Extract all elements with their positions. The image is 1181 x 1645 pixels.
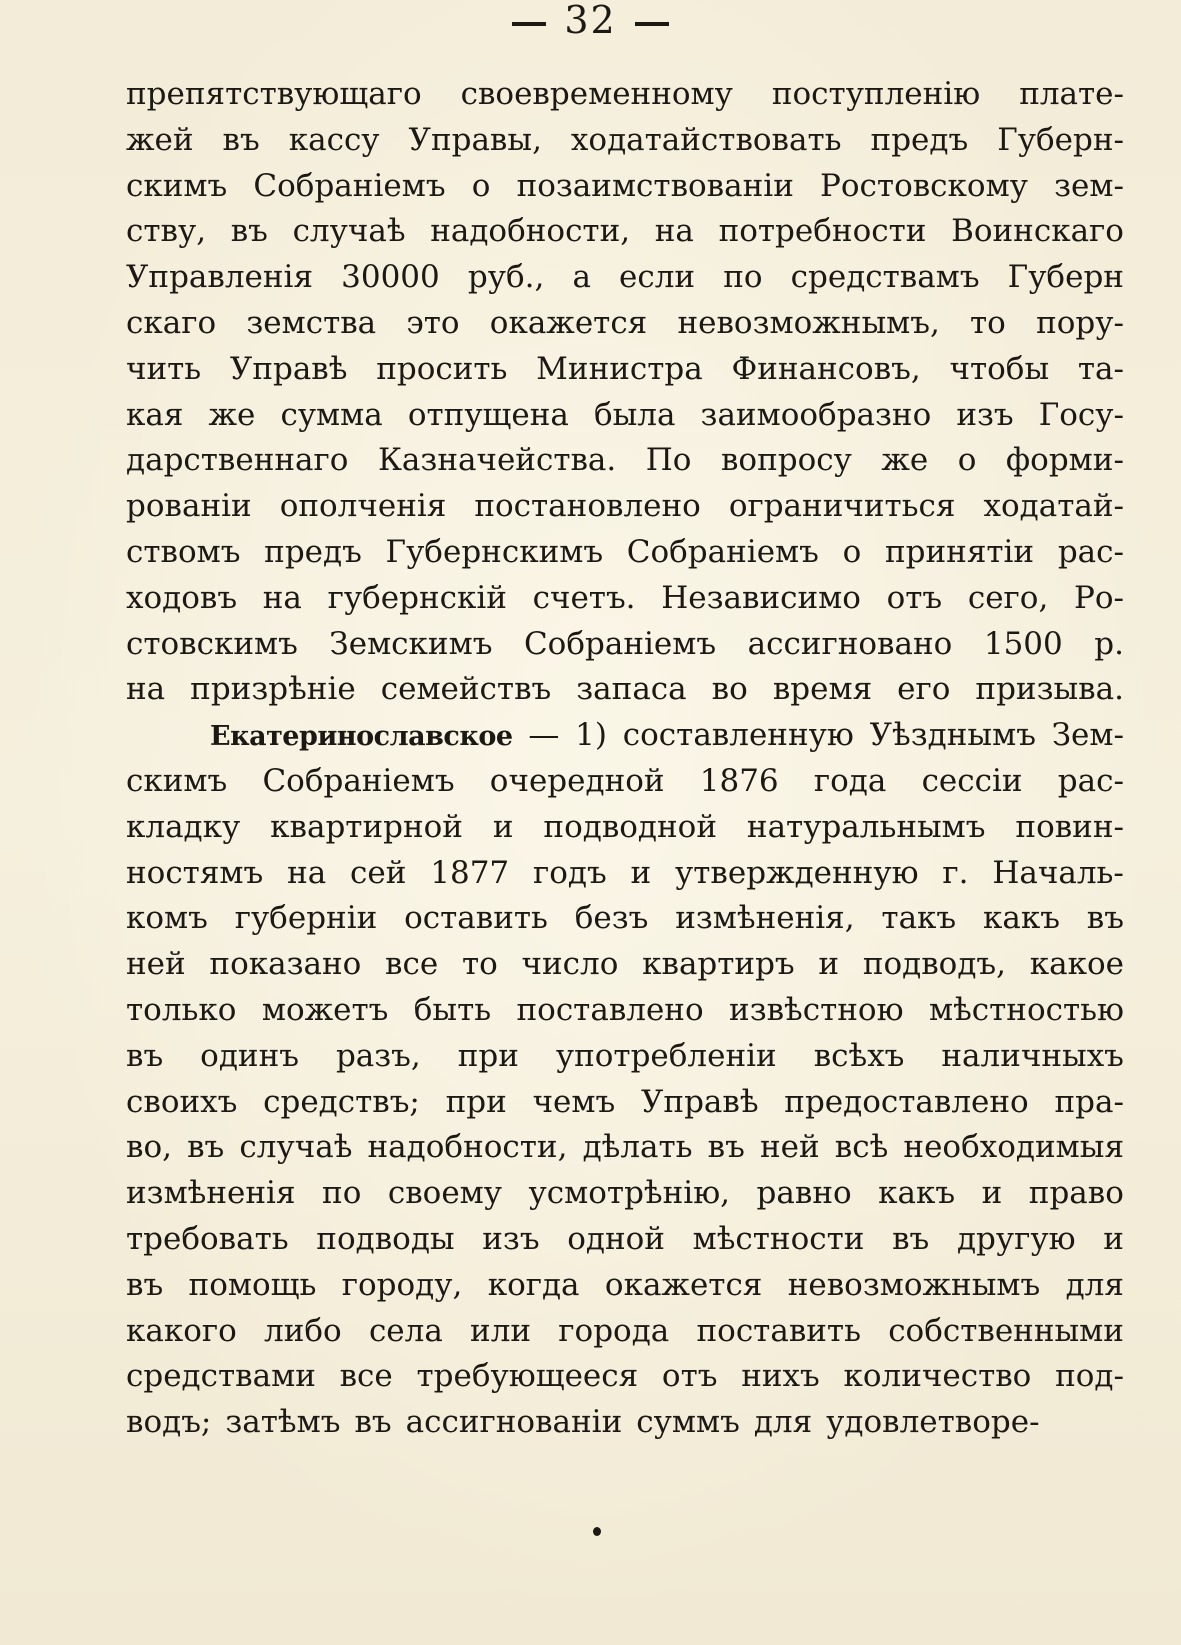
word: чемъ: [532, 1083, 616, 1120]
folio-dash-left: [512, 22, 546, 26]
word: жей: [126, 121, 194, 158]
text-line: [126, 118, 1124, 164]
word: ополченія: [279, 488, 447, 525]
word: повин-: [1015, 808, 1124, 845]
word: когда: [487, 1266, 580, 1303]
word: невозможнымъ,: [677, 304, 940, 341]
text-line: [126, 1080, 1124, 1126]
word: своевременному: [460, 76, 733, 112]
word: плате-: [1019, 76, 1124, 112]
word: года: [813, 762, 887, 799]
text-line: [126, 484, 1124, 530]
word: оставить: [404, 900, 548, 937]
text-line: [126, 1171, 1124, 1217]
text-line: [126, 1309, 1124, 1355]
body-text: [126, 72, 1124, 1446]
word: сего,: [967, 579, 1049, 616]
text-line: [126, 347, 1124, 393]
word: 1876: [699, 762, 779, 799]
word: надобности,: [367, 1129, 568, 1166]
word: равно: [756, 1175, 852, 1212]
text-line: [126, 1400, 1124, 1446]
word: мѣстности: [692, 1220, 865, 1257]
word: поставлено: [516, 991, 704, 1028]
word: о: [471, 167, 491, 204]
word: при: [445, 1083, 507, 1120]
word: скаго: [126, 304, 217, 341]
word: нихъ: [741, 1358, 820, 1395]
word: ходовъ: [126, 579, 238, 616]
word: если: [619, 259, 696, 296]
page-number: [0, 0, 1181, 40]
word: кассу: [288, 121, 380, 158]
word: какъ: [878, 1175, 956, 1212]
word: 1): [575, 717, 607, 754]
word: натуральнымъ: [746, 808, 986, 845]
word: кладку: [126, 808, 241, 845]
word: на: [126, 671, 166, 708]
text-line: [126, 988, 1124, 1034]
word: требующееся: [416, 1358, 639, 1395]
word: показано: [209, 946, 362, 983]
word: его: [897, 671, 951, 708]
word: та-: [1077, 350, 1124, 387]
word: ассигнованіи: [405, 1404, 623, 1441]
word: изъ: [956, 396, 1014, 433]
word: Управѣ: [641, 1083, 759, 1120]
word: отъ: [886, 579, 943, 616]
text-line: [126, 1354, 1124, 1400]
word: вопросу: [720, 442, 852, 479]
word: ней: [759, 1129, 820, 1166]
word: какое: [1029, 946, 1124, 983]
word: ству,: [126, 213, 207, 250]
word: ствомъ: [126, 533, 241, 570]
word: принятіи: [884, 533, 1035, 570]
word: во,: [126, 1129, 172, 1166]
word: призрѣніе: [190, 671, 356, 708]
word: собственными: [888, 1312, 1124, 1349]
text-line: [126, 301, 1124, 347]
word: быть: [413, 991, 492, 1028]
word: запаса: [576, 671, 687, 708]
word: только: [126, 991, 237, 1028]
word: разъ,: [335, 1037, 421, 1074]
word: предоставлено: [784, 1083, 1029, 1120]
word: постановлено: [474, 488, 701, 525]
word: удовлетворе-: [826, 1404, 1040, 1441]
word: комъ: [126, 900, 208, 937]
word: препятствующаго: [126, 76, 422, 112]
word: поставить: [696, 1312, 861, 1349]
word: была: [593, 396, 676, 433]
word: рас-: [1057, 762, 1124, 799]
word: средствамъ: [790, 259, 980, 296]
word: Зем-: [1051, 717, 1124, 754]
word: случаѣ: [292, 213, 406, 250]
text-line: [126, 1217, 1124, 1263]
word: форми-: [1005, 442, 1124, 479]
word: можетъ: [261, 991, 389, 1028]
word: одинъ: [200, 1037, 299, 1074]
word: ходатай-: [983, 488, 1124, 525]
word: Ро-: [1074, 579, 1124, 616]
word: это: [406, 304, 460, 341]
word: измѣненія: [126, 1175, 296, 1212]
word: право: [1028, 1175, 1124, 1212]
word: Управѣ: [229, 350, 348, 387]
word: количество: [843, 1358, 1032, 1395]
text-line: [126, 942, 1124, 988]
word: Независимо: [661, 579, 861, 616]
word: всѣ: [834, 1129, 889, 1166]
word: отпущена: [407, 396, 569, 433]
word: а: [572, 259, 591, 296]
word: на: [654, 213, 694, 250]
word: при: [457, 1037, 519, 1074]
text-line: [126, 530, 1124, 576]
word: либо: [264, 1312, 342, 1349]
word: подводъ,: [862, 946, 1007, 983]
word: средствъ;: [263, 1083, 420, 1120]
word: Собраніемъ: [253, 167, 446, 204]
text-line: [126, 255, 1124, 301]
word: время: [772, 671, 873, 708]
text-line: [126, 164, 1124, 210]
word: и: [1103, 1220, 1124, 1257]
word: предъ: [870, 121, 969, 158]
word: рованіи: [126, 488, 252, 525]
word: утвержденную: [675, 854, 919, 891]
word: своихъ: [126, 1083, 238, 1120]
word: Воинскаго: [951, 213, 1124, 250]
word: въ: [230, 213, 268, 250]
word: под-: [1055, 1358, 1124, 1395]
word: предъ: [264, 533, 362, 570]
text-line: [126, 72, 1124, 118]
word: кая: [126, 396, 184, 433]
word: и: [818, 946, 840, 983]
word: Собраніемъ: [626, 533, 819, 570]
word: р.: [1094, 625, 1124, 662]
text-line: [126, 438, 1124, 484]
word: ассигновано: [747, 625, 953, 662]
word: Собраніемъ: [523, 625, 717, 662]
word: въ: [354, 1404, 392, 1441]
page-number-text: 32: [564, 0, 617, 42]
word: необходимыя: [903, 1129, 1124, 1166]
word: всѣхъ: [813, 1037, 905, 1074]
word: какого: [126, 1312, 237, 1349]
word: водъ;: [126, 1404, 212, 1441]
text-line: [126, 759, 1124, 805]
word: извѣстною: [729, 991, 904, 1028]
word: —: [528, 717, 560, 754]
text-line: [126, 896, 1124, 942]
word: изъ: [482, 1220, 540, 1257]
word: села: [368, 1312, 443, 1349]
word: подводной: [543, 808, 718, 845]
word: подводы: [316, 1220, 455, 1257]
word: на: [287, 854, 327, 891]
word: о: [957, 442, 977, 479]
word: Губерн-: [997, 121, 1124, 158]
word: сумма: [280, 396, 383, 433]
word: просить: [376, 350, 508, 387]
word: Госу-: [1038, 396, 1124, 433]
word: ностямъ: [126, 854, 264, 891]
word: какъ: [982, 900, 1060, 937]
word: въ: [126, 1266, 164, 1303]
word: скимъ: [126, 167, 228, 204]
text-line: [126, 1125, 1124, 1171]
word: употребленіи: [555, 1037, 777, 1074]
word: заимообразно: [700, 396, 932, 433]
word: скимъ: [126, 762, 228, 799]
bottom-dot-mark: [593, 1527, 601, 1536]
word: очередной: [489, 762, 665, 799]
word: въ: [707, 1129, 745, 1166]
word: другую: [956, 1220, 1076, 1257]
word: семействъ: [380, 671, 552, 708]
word: средствами: [126, 1358, 316, 1395]
word: мѣстностью: [928, 991, 1124, 1028]
word: то: [970, 304, 1006, 341]
text-line: [126, 576, 1124, 622]
word: для: [753, 1404, 813, 1441]
word: составленную: [622, 717, 854, 754]
text-line: [126, 667, 1124, 713]
word: же: [208, 396, 256, 433]
word: 30000: [341, 259, 440, 296]
word: квартиръ: [642, 946, 795, 983]
word: помощь: [188, 1266, 317, 1303]
word: для: [1065, 1266, 1124, 1303]
word: окажется: [604, 1266, 763, 1303]
word: позаимствованіи: [516, 167, 794, 204]
word: въ: [222, 121, 260, 158]
text-line: [126, 393, 1124, 439]
word: по: [723, 259, 763, 296]
word: Земскимъ: [329, 625, 493, 662]
word: Министра: [536, 350, 703, 387]
word: суммъ: [636, 1404, 740, 1441]
section-heading: Екатеринославское: [210, 721, 513, 753]
word: и: [492, 808, 514, 845]
word: во: [711, 671, 748, 708]
word: усмотрѣнію,: [528, 1175, 731, 1212]
word: дѣлать: [582, 1129, 693, 1166]
word: руб.,: [467, 259, 545, 296]
word: окажется: [489, 304, 648, 341]
word: отъ: [661, 1358, 718, 1395]
word: на: [262, 579, 302, 616]
word: г.: [942, 854, 969, 891]
text-line: [126, 851, 1124, 897]
word: измѣненія,: [675, 900, 855, 937]
word: городу,: [341, 1266, 463, 1303]
word: земства: [246, 304, 377, 341]
word: потребности: [718, 213, 927, 250]
word: по: [322, 1175, 362, 1212]
word: сей: [350, 854, 407, 891]
word: Финансовъ,: [731, 350, 921, 387]
word: такъ: [881, 900, 957, 937]
word: о: [842, 533, 862, 570]
word: квартирной: [270, 808, 463, 845]
word: невозможнымъ: [787, 1266, 1041, 1303]
word: Губернскимъ: [385, 533, 604, 570]
word: и: [981, 1175, 1003, 1212]
word: Управы,: [408, 121, 542, 158]
text-line: [126, 1263, 1124, 1309]
word: число: [521, 946, 619, 983]
text-line: [126, 713, 1124, 759]
word: призыва.: [975, 671, 1124, 708]
text-line: [126, 622, 1124, 668]
text-line: [126, 209, 1124, 255]
word: безъ: [574, 900, 649, 937]
word: дарственнаго: [126, 442, 349, 479]
word: случаѣ: [239, 1129, 353, 1166]
word: Управленія: [126, 259, 314, 296]
text-line: [126, 1034, 1124, 1080]
word: счетъ.: [532, 579, 636, 616]
word: рас-: [1057, 533, 1124, 570]
word: чтобы: [949, 350, 1050, 387]
word: ней: [126, 946, 186, 983]
word: Собраніемъ: [262, 762, 455, 799]
word: Губерн: [1007, 259, 1124, 296]
word: 1500: [983, 625, 1063, 662]
word: Началь-: [992, 854, 1124, 891]
word: Уѣзднымъ: [869, 717, 1036, 754]
word: же: [881, 442, 929, 479]
word: и: [630, 854, 652, 891]
word: все: [385, 946, 439, 983]
word: губерніи: [234, 900, 378, 937]
word: ограничиться: [728, 488, 956, 525]
word: чить: [126, 350, 202, 387]
word: затѣмъ: [225, 1404, 341, 1441]
word: города: [558, 1312, 670, 1349]
word: все: [339, 1358, 393, 1395]
word: наличныхъ: [941, 1037, 1124, 1074]
word: Ростовскому: [820, 167, 1028, 204]
word: въ: [892, 1220, 930, 1257]
word: поступленію: [771, 76, 981, 112]
word: одной: [567, 1220, 665, 1257]
word: Казначейства.: [377, 442, 617, 479]
word: требовать: [126, 1220, 289, 1257]
word: пору-: [1036, 304, 1124, 341]
word: или: [470, 1312, 532, 1349]
word: надобности,: [430, 213, 631, 250]
word: По: [645, 442, 692, 479]
word: своему: [387, 1175, 503, 1212]
word: сессіи: [921, 762, 1023, 799]
word: въ: [126, 1037, 164, 1074]
text-line: [126, 805, 1124, 851]
word: въ: [1086, 900, 1124, 937]
word: годъ: [532, 854, 607, 891]
word: пра-: [1054, 1083, 1124, 1120]
word: то: [461, 946, 498, 983]
word: ходатайствовать: [570, 121, 842, 158]
word: губернскій: [327, 579, 507, 616]
word: въ: [187, 1129, 225, 1166]
word: 1877: [430, 854, 510, 891]
folio-dash-right: [635, 22, 669, 26]
word: зем-: [1054, 167, 1124, 204]
word: стовскимъ: [126, 625, 298, 662]
